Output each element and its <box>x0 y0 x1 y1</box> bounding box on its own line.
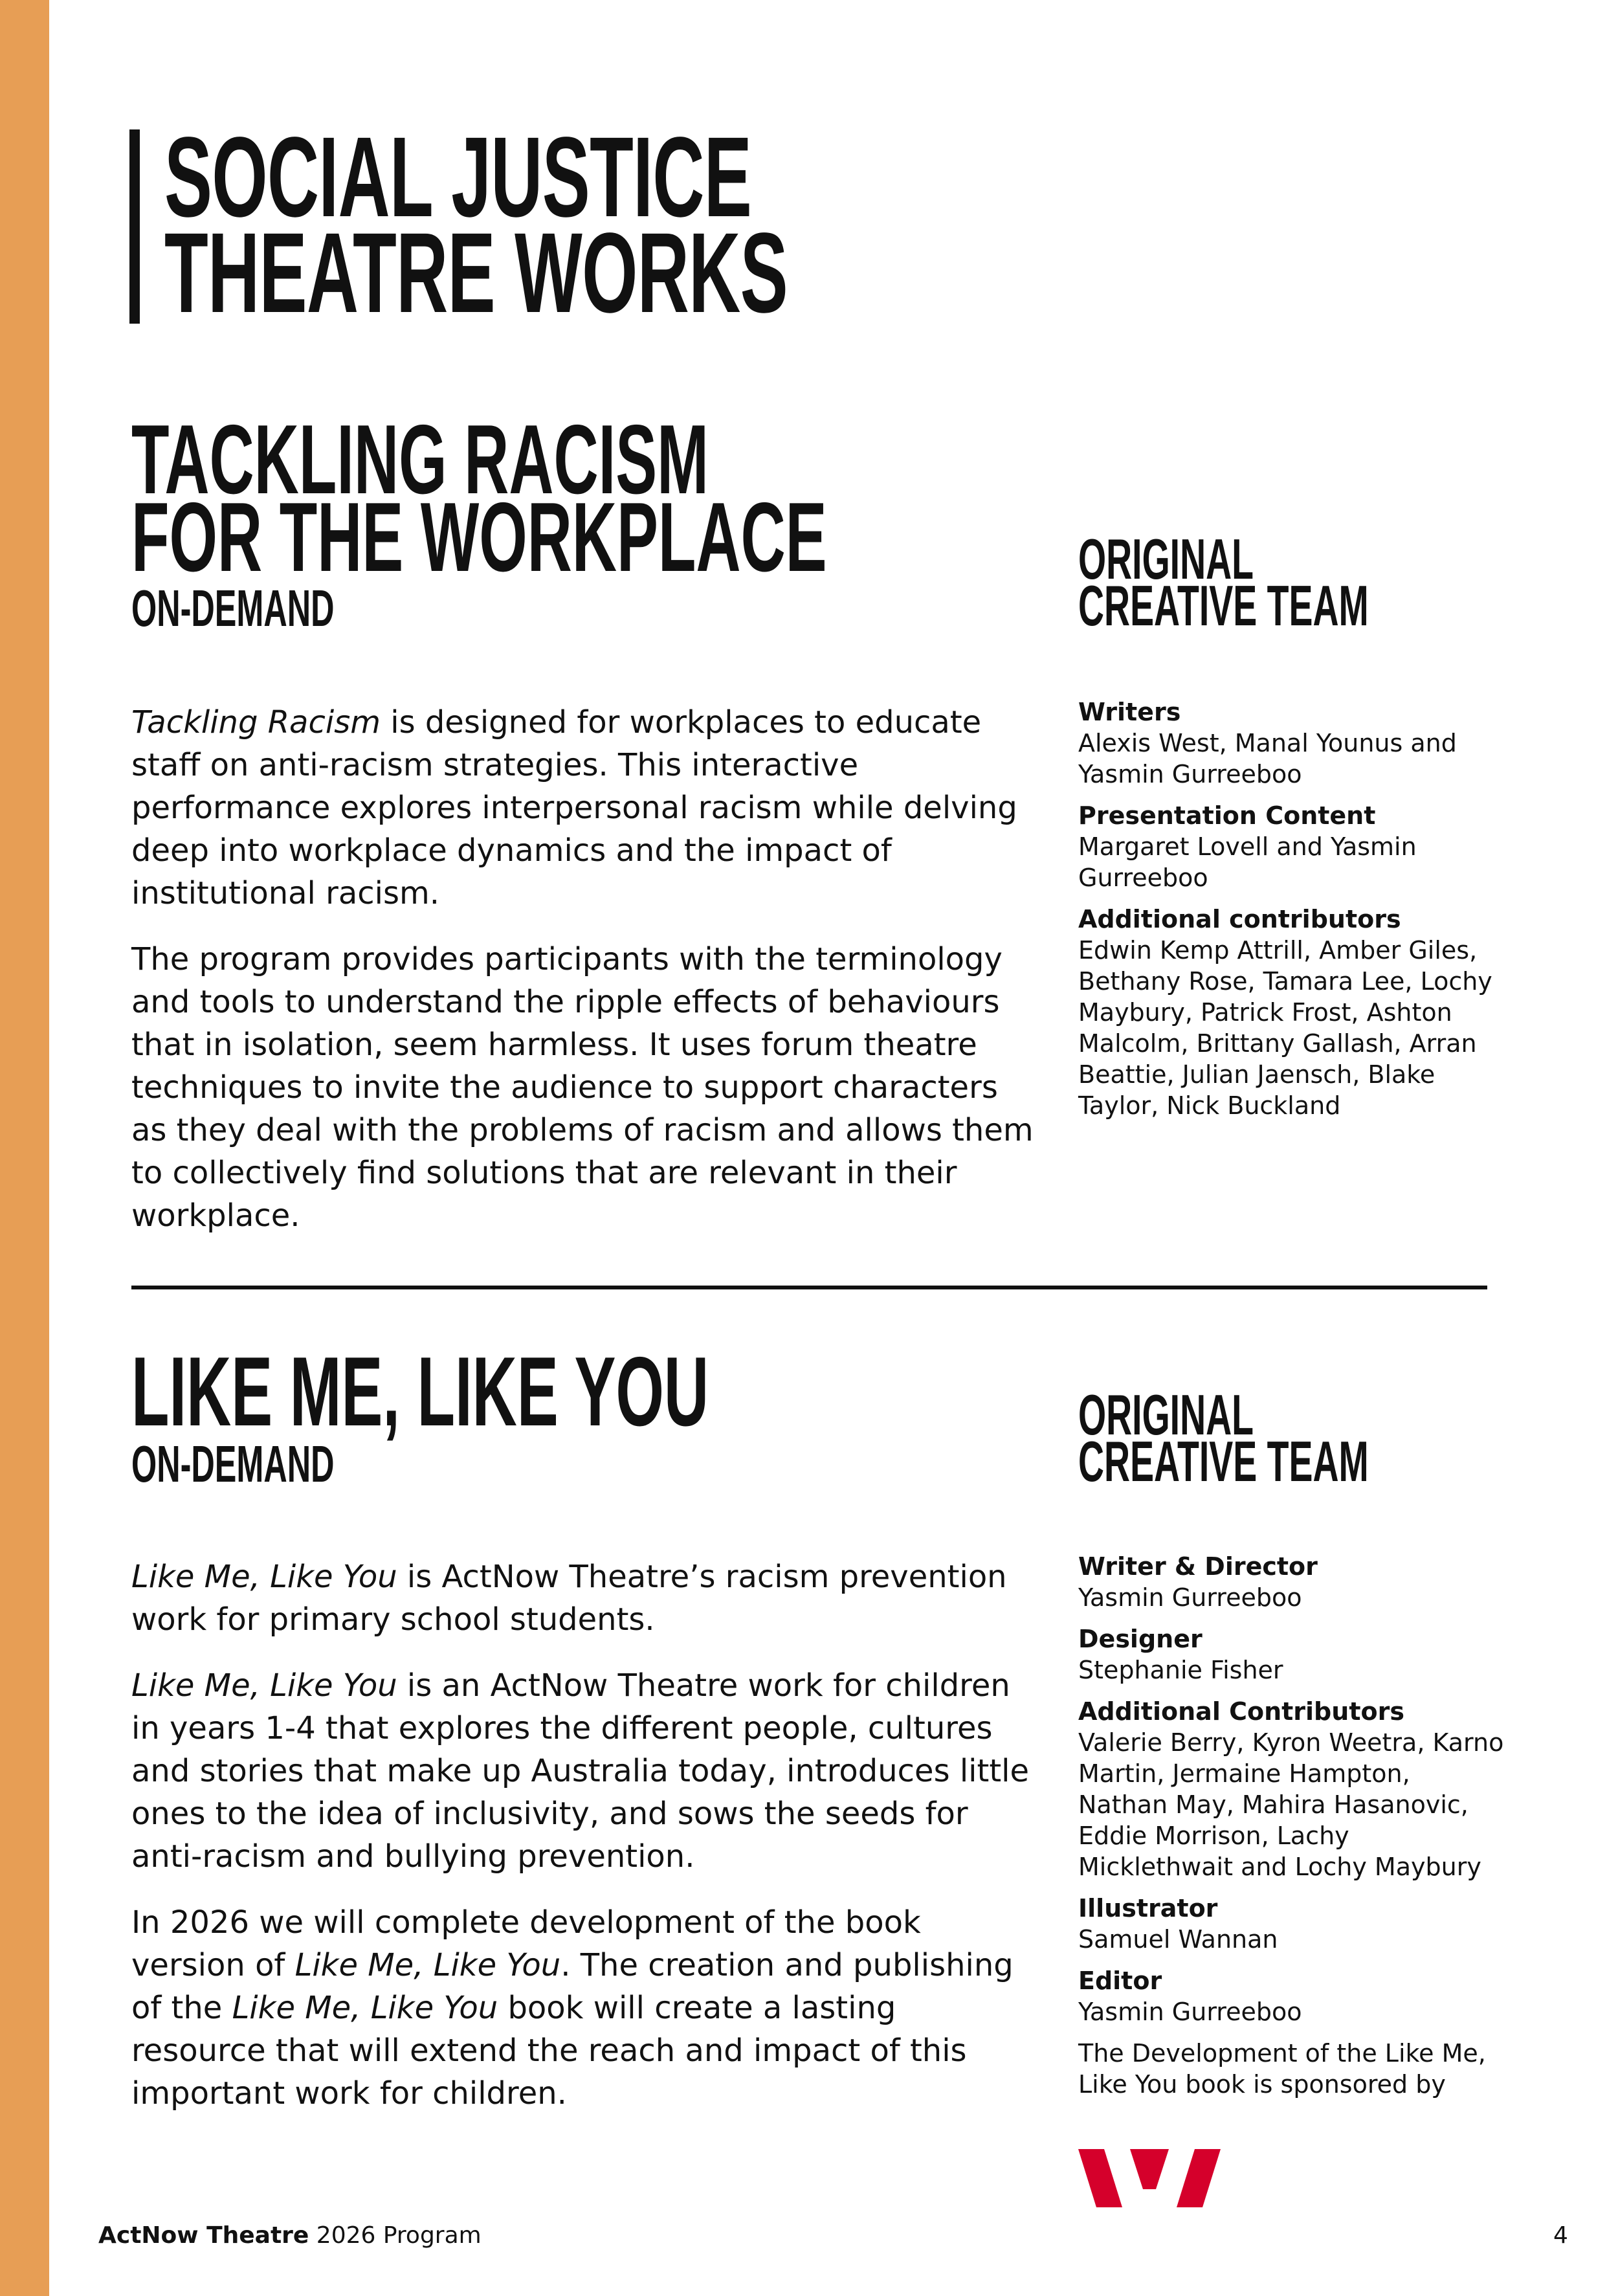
credit-role: Editor <box>1078 1967 1162 1995</box>
accent-side-bar <box>0 0 49 2296</box>
team-heading <box>1078 527 1539 638</box>
description-paragraph: In 2026 we will complete development of the book version of Like Me, Like You. The creation and publishing of the Like Me, Like You book will create a lasting resource that will extend the reach and impact of this important work for children. <box>131 1904 1014 2112</box>
page-title <box>129 114 1154 337</box>
credit-names: Alexis West, Manal Younus and Yasmin Gurreeboo <box>1078 729 1457 788</box>
credit-role: Writer & Director <box>1078 1552 1318 1581</box>
description-paragraph: The program provides participants with the terminology and tools to understand the ripple effects of behaviours that in isolation, seem harmless. It uses forum theatre techniques to invite the audience to support characters as they deal with the problems of racism and allows them to collectively find solutions that are relevant in their workplace. <box>131 941 1034 1234</box>
footer-label: 2026 Program <box>309 2222 482 2249</box>
team-heading-line-1: ORIGINAL <box>1078 1383 1254 1447</box>
description-paragraph: Tackling Racism is designed for workplaces to educate staff on anti-racism strategies. This interactive performance explores interpersonal racism while delving deep into workplace dynamics and the impact of institutional racism. <box>131 704 1017 911</box>
credit-names: Valerie Berry, Kyron Weetra, Karno Martin, Jermaine Hampton, Nathan May, Mahira Hasanovic, Eddie Morrison, Lachy Micklethwait and Lochy Maybury <box>1078 1728 1504 1881</box>
team-heading-line-2: CREATIVE TEAM <box>1078 574 1369 638</box>
work-title-tackling-racism <box>131 405 1236 592</box>
credit-names: Samuel Wannan <box>1078 1925 1278 1954</box>
page-title-line-1: SOCIAL JUSTICE <box>164 114 752 241</box>
credit-role: Writers <box>1078 698 1181 726</box>
work-description <box>131 1555 1037 2138</box>
work-format-label: ON-DEMAND <box>131 579 335 637</box>
credit-names: Edwin Kemp Attrill, Amber Giles, Bethany Rose, Tamara Lee, Lochy Maybury, Patrick Frost, Ashton Malcolm, Brittany Gallash, Arran Beattie, Julian Jaensch, Blake Taylor, Nick Buckland <box>1078 936 1492 1120</box>
work-title-line-2: FOR THE WORKPLACE <box>131 482 827 592</box>
sponsor-note: The Development of the Like Me, Like You book is sponsored by <box>1078 2039 1486 2099</box>
description-paragraph: Like Me, Like You is an ActNow Theatre work for children in years 1-4 that explores the different people, cultures and stories that make up Australia today, introduces little ones to the idea of inclusivity, and sows the seeds for anti-racism and bullying prevention. <box>131 1667 1030 1875</box>
credit-role: Additional Contributors <box>1078 1697 1404 1726</box>
team-heading-line-1: ORIGINAL <box>1078 527 1254 591</box>
credit-role: Additional contributors <box>1078 905 1401 933</box>
credit-names: Margaret Lovell and Yasmin Gurreeboo <box>1078 832 1417 892</box>
section-divider <box>131 1286 1487 1289</box>
page-number: 4 <box>1553 2222 1568 2249</box>
credits-list <box>1078 697 1505 1131</box>
page-title-line-2: THEATRE WORKS <box>164 210 788 337</box>
team-heading <box>1078 1383 1539 1493</box>
credit-names: Yasmin Gurreeboo <box>1078 1583 1302 1612</box>
work-title-line-1: LIKE ME, LIKE YOU <box>131 1337 709 1447</box>
credit-role: Presentation Content <box>1078 801 1376 830</box>
description-paragraph: Like Me, Like You is ActNow Theatre’s racism prevention work for primary school students. <box>131 1559 1007 1638</box>
credit-role: Designer <box>1078 1625 1202 1653</box>
work-format-label: ON-DEMAND <box>131 1435 335 1493</box>
credits-list <box>1078 1551 1505 2100</box>
credit-names: Yasmin Gurreeboo <box>1078 1998 1302 2026</box>
credit-names: Stephanie Fisher <box>1078 1656 1283 1684</box>
team-heading-line-2: CREATIVE TEAM <box>1078 1429 1369 1493</box>
footer-org: ActNow Theatre <box>98 2222 309 2249</box>
work-description <box>131 701 1037 1260</box>
footer <box>98 2222 482 2250</box>
credit-role: Illustrator <box>1078 1894 1218 1923</box>
westpac-logo-icon <box>1078 2149 1221 2207</box>
work-title-like-me-like-you <box>131 1337 1048 1447</box>
work-title-line-1: TACKLING RACISM <box>131 405 709 515</box>
